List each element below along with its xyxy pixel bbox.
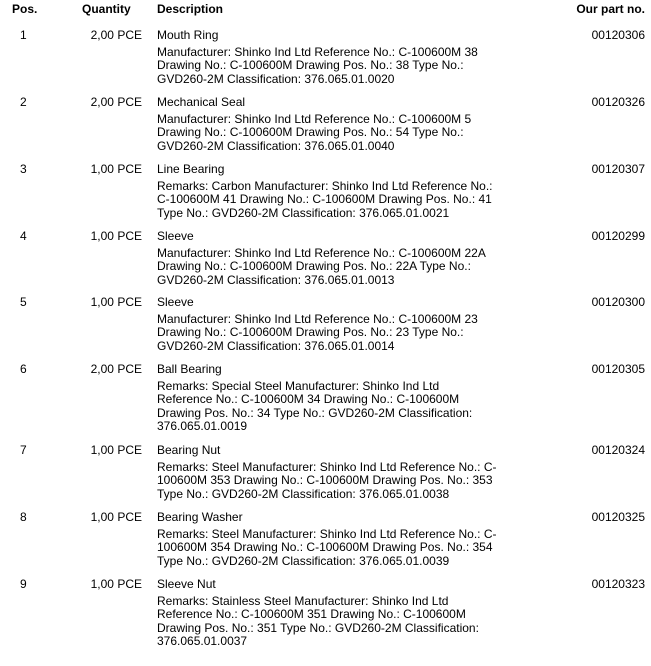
- row-item-detail: Remarks: Special Steel Manufacturer: Shinko Ind Ltd Reference No.: C-100600M 34 Drawing No.: C-100600M Drawing Pos. No.: 34 Type No.: GVD260-2M Classification: 376.065.01.0019: [157, 379, 473, 434]
- row-part-no: 00120307: [591, 162, 645, 176]
- row-quantity: 1,00 PCE: [90, 577, 142, 591]
- row-item-detail: Manufacturer: Shinko Ind Ltd Reference No.: C-100600M 22A Drawing No.: C-100600M Drawing Pos. No.: 22A Type No.: GVD260-2M Classification: 376.065.01.0013: [157, 246, 486, 287]
- header-part-no: Our part no.: [576, 2, 645, 16]
- row-item-detail: Manufacturer: Shinko Ind Ltd Reference No.: C-100600M 5 Drawing No.: C-100600M Drawing Pos. No.: 54 Type No.: GVD260-2M Classification: 376.065.01.0040: [157, 112, 472, 153]
- row-item-name: Mechanical Seal: [157, 95, 246, 109]
- header-description: Description: [157, 2, 224, 16]
- row-part-no: 00120299: [591, 229, 645, 243]
- row-item-name: Sleeve: [157, 295, 194, 309]
- row-quantity: 1,00 PCE: [90, 510, 142, 524]
- row-pos: 4: [20, 229, 27, 243]
- row-part-no: 00120300: [591, 295, 645, 309]
- row-quantity: 2,00 PCE: [90, 362, 142, 376]
- row-item-detail: Remarks: Stainless Steel Manufacturer: Shinko Ind Ltd Reference No.: C-100600M 351 Drawing No.: C-100600M Drawing Pos. No.: 351 Type No.: GVD260-2M Classification: 376.065.01.0037: [157, 594, 479, 649]
- row-part-no: 00120324: [591, 443, 645, 457]
- row-part-no: 00120326: [591, 95, 645, 109]
- row-item-detail: Remarks: Steel Manufacturer: Shinko Ind Ltd Reference No.: C-100600M 353 Drawing No.: C-100600M Drawing Pos. No.: 353 Type No.: GVD260-2M Classification: 376.065.01.0038: [157, 460, 497, 501]
- row-quantity: 2,00 PCE: [90, 95, 142, 109]
- row-part-no: 00120323: [591, 577, 645, 591]
- row-part-no: 00120306: [591, 28, 645, 42]
- row-pos: 5: [20, 295, 27, 309]
- row-pos: 1: [20, 28, 27, 42]
- row-item-detail: Manufacturer: Shinko Ind Ltd Reference No.: C-100600M 38 Drawing No.: C-100600M Drawing Pos. No.: 38 Type No.: GVD260-2M Classification: 376.065.01.0020: [157, 45, 478, 86]
- row-item-detail: Manufacturer: Shinko Ind Ltd Reference No.: C-100600M 23 Drawing No.: C-100600M Drawing Pos. No.: 23 Type No.: GVD260-2M Classification: 376.065.01.0014: [157, 312, 478, 353]
- row-quantity: 1,00 PCE: [90, 443, 142, 457]
- row-pos: 7: [20, 443, 27, 457]
- row-item-name: Line Bearing: [157, 162, 225, 176]
- header-pos: Pos.: [12, 2, 38, 16]
- row-pos: 3: [20, 162, 27, 176]
- row-pos: 8: [20, 510, 27, 524]
- row-item-detail: Remarks: Steel Manufacturer: Shinko Ind Ltd Reference No.: C-100600M 354 Drawing No.: C-100600M Drawing Pos. No.: 354 Type No.: GVD260-2M Classification: 376.065.01.0039: [157, 527, 497, 568]
- row-quantity: 2,00 PCE: [90, 28, 142, 42]
- row-quantity: 1,00 PCE: [90, 162, 142, 176]
- row-item-name: Bearing Washer: [157, 510, 243, 524]
- row-part-no: 00120325: [591, 510, 645, 524]
- row-quantity: 1,00 PCE: [90, 295, 142, 309]
- row-pos: 6: [20, 362, 27, 376]
- row-item-name: Mouth Ring: [157, 28, 219, 42]
- row-pos: 9: [20, 577, 27, 591]
- row-item-name: Ball Bearing: [157, 362, 222, 376]
- row-item-name: Sleeve: [157, 229, 194, 243]
- row-item-name: Bearing Nut: [157, 443, 221, 457]
- header-quantity: Quantity: [82, 2, 131, 16]
- row-part-no: 00120305: [591, 362, 645, 376]
- row-pos: 2: [20, 95, 27, 109]
- row-item-detail: Remarks: Carbon Manufacturer: Shinko Ind Ltd Reference No.: C-100600M 41 Drawing No.: C-100600M Drawing Pos. No.: 41 Type No.: GVD260-2M Classification: 376.065.01.0021: [157, 179, 493, 220]
- row-item-name: Sleeve Nut: [157, 577, 216, 591]
- row-quantity: 1,00 PCE: [90, 229, 142, 243]
